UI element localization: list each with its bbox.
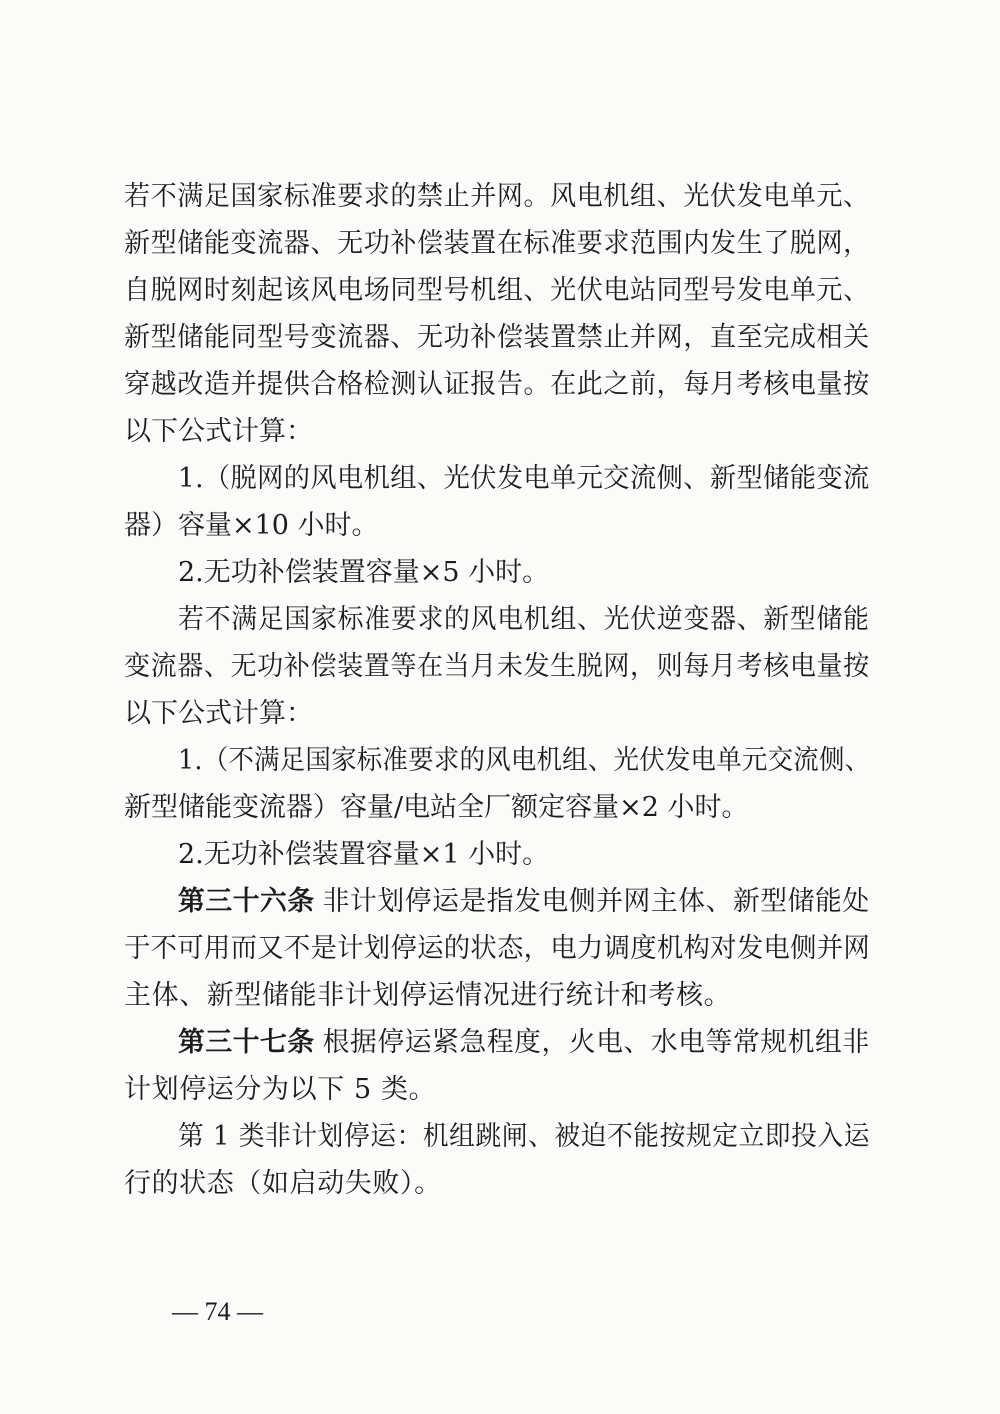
category-1-line-1: 第 1 类非计划停运：机组跳闸、被迫不能按规定立即投入运 xyxy=(178,1121,871,1152)
formula-item-2: 2.无功补偿装置容量×5 小时。 xyxy=(178,557,550,588)
article-36-text-1: 非计划停运是指发电侧并网主体、新型储能处 xyxy=(322,886,870,917)
body-line-8: 变流器、无功补偿装置等在当月未发生脱网，则每月考核电量按 xyxy=(124,651,870,682)
article-36-line-1 xyxy=(178,885,870,919)
body-line-6: 以下公式计算： xyxy=(124,416,313,447)
body-line-9: 以下公式计算： xyxy=(124,698,313,729)
article-36-line-3: 主体、新型储能非计划停运情况进行统计和考核。 xyxy=(124,980,732,1011)
body-line-1: 若不满足国家标准要求的禁止并网。风电机组、光伏发电单元、 xyxy=(124,181,870,212)
formula-item-3-cont: 新型储能变流器）容量/电站全厂额定容量×2 小时。 xyxy=(124,792,749,823)
formula-item-4: 2.无功补偿装置容量×1 小时。 xyxy=(178,839,550,870)
article-37-line-1 xyxy=(178,1026,870,1060)
category-1-line-2: 行的状态（如启动失败）。 xyxy=(124,1168,442,1199)
body-line-7: 若不满足国家标准要求的风电机组、光伏逆变器、新型储能 xyxy=(178,604,870,635)
body-line-2: 新型储能变流器、无功补偿装置在标准要求范围内发生了脱网， xyxy=(124,228,870,259)
page-number: — 74 — xyxy=(172,1297,263,1326)
formula-item-3: 1.（不满足国家标准要求的风电机组、光伏发电单元交流侧、 xyxy=(178,745,871,776)
article-36-heading: 第三十六条 xyxy=(178,886,315,917)
article-37-heading: 第三十七条 xyxy=(178,1027,315,1058)
article-36-line-2: 于不可用而又不是计划停运的状态，电力调度机构对发电侧并网 xyxy=(124,933,871,964)
article-37-text-1: 根据停运紧急程度，火电、水电等常规机组非 xyxy=(322,1027,870,1058)
body-line-5: 穿越改造并提供合格检测认证报告。在此之前，每月考核电量按 xyxy=(124,369,870,400)
body-line-4: 新型储能同型号变流器、无功补偿装置禁止并网，直至完成相关 xyxy=(124,322,870,353)
body-line-3: 自脱网时刻起该风电场同型号机组、光伏电站同型号发电单元、 xyxy=(124,275,870,306)
article-37-line-2: 计划停运分为以下 5 类。 xyxy=(124,1074,437,1105)
formula-item-1-cont: 器）容量×10 小时。 xyxy=(124,510,379,541)
formula-item-1: 1.（脱网的风电机组、光伏发电单元交流侧、新型储能变流 xyxy=(178,463,870,494)
